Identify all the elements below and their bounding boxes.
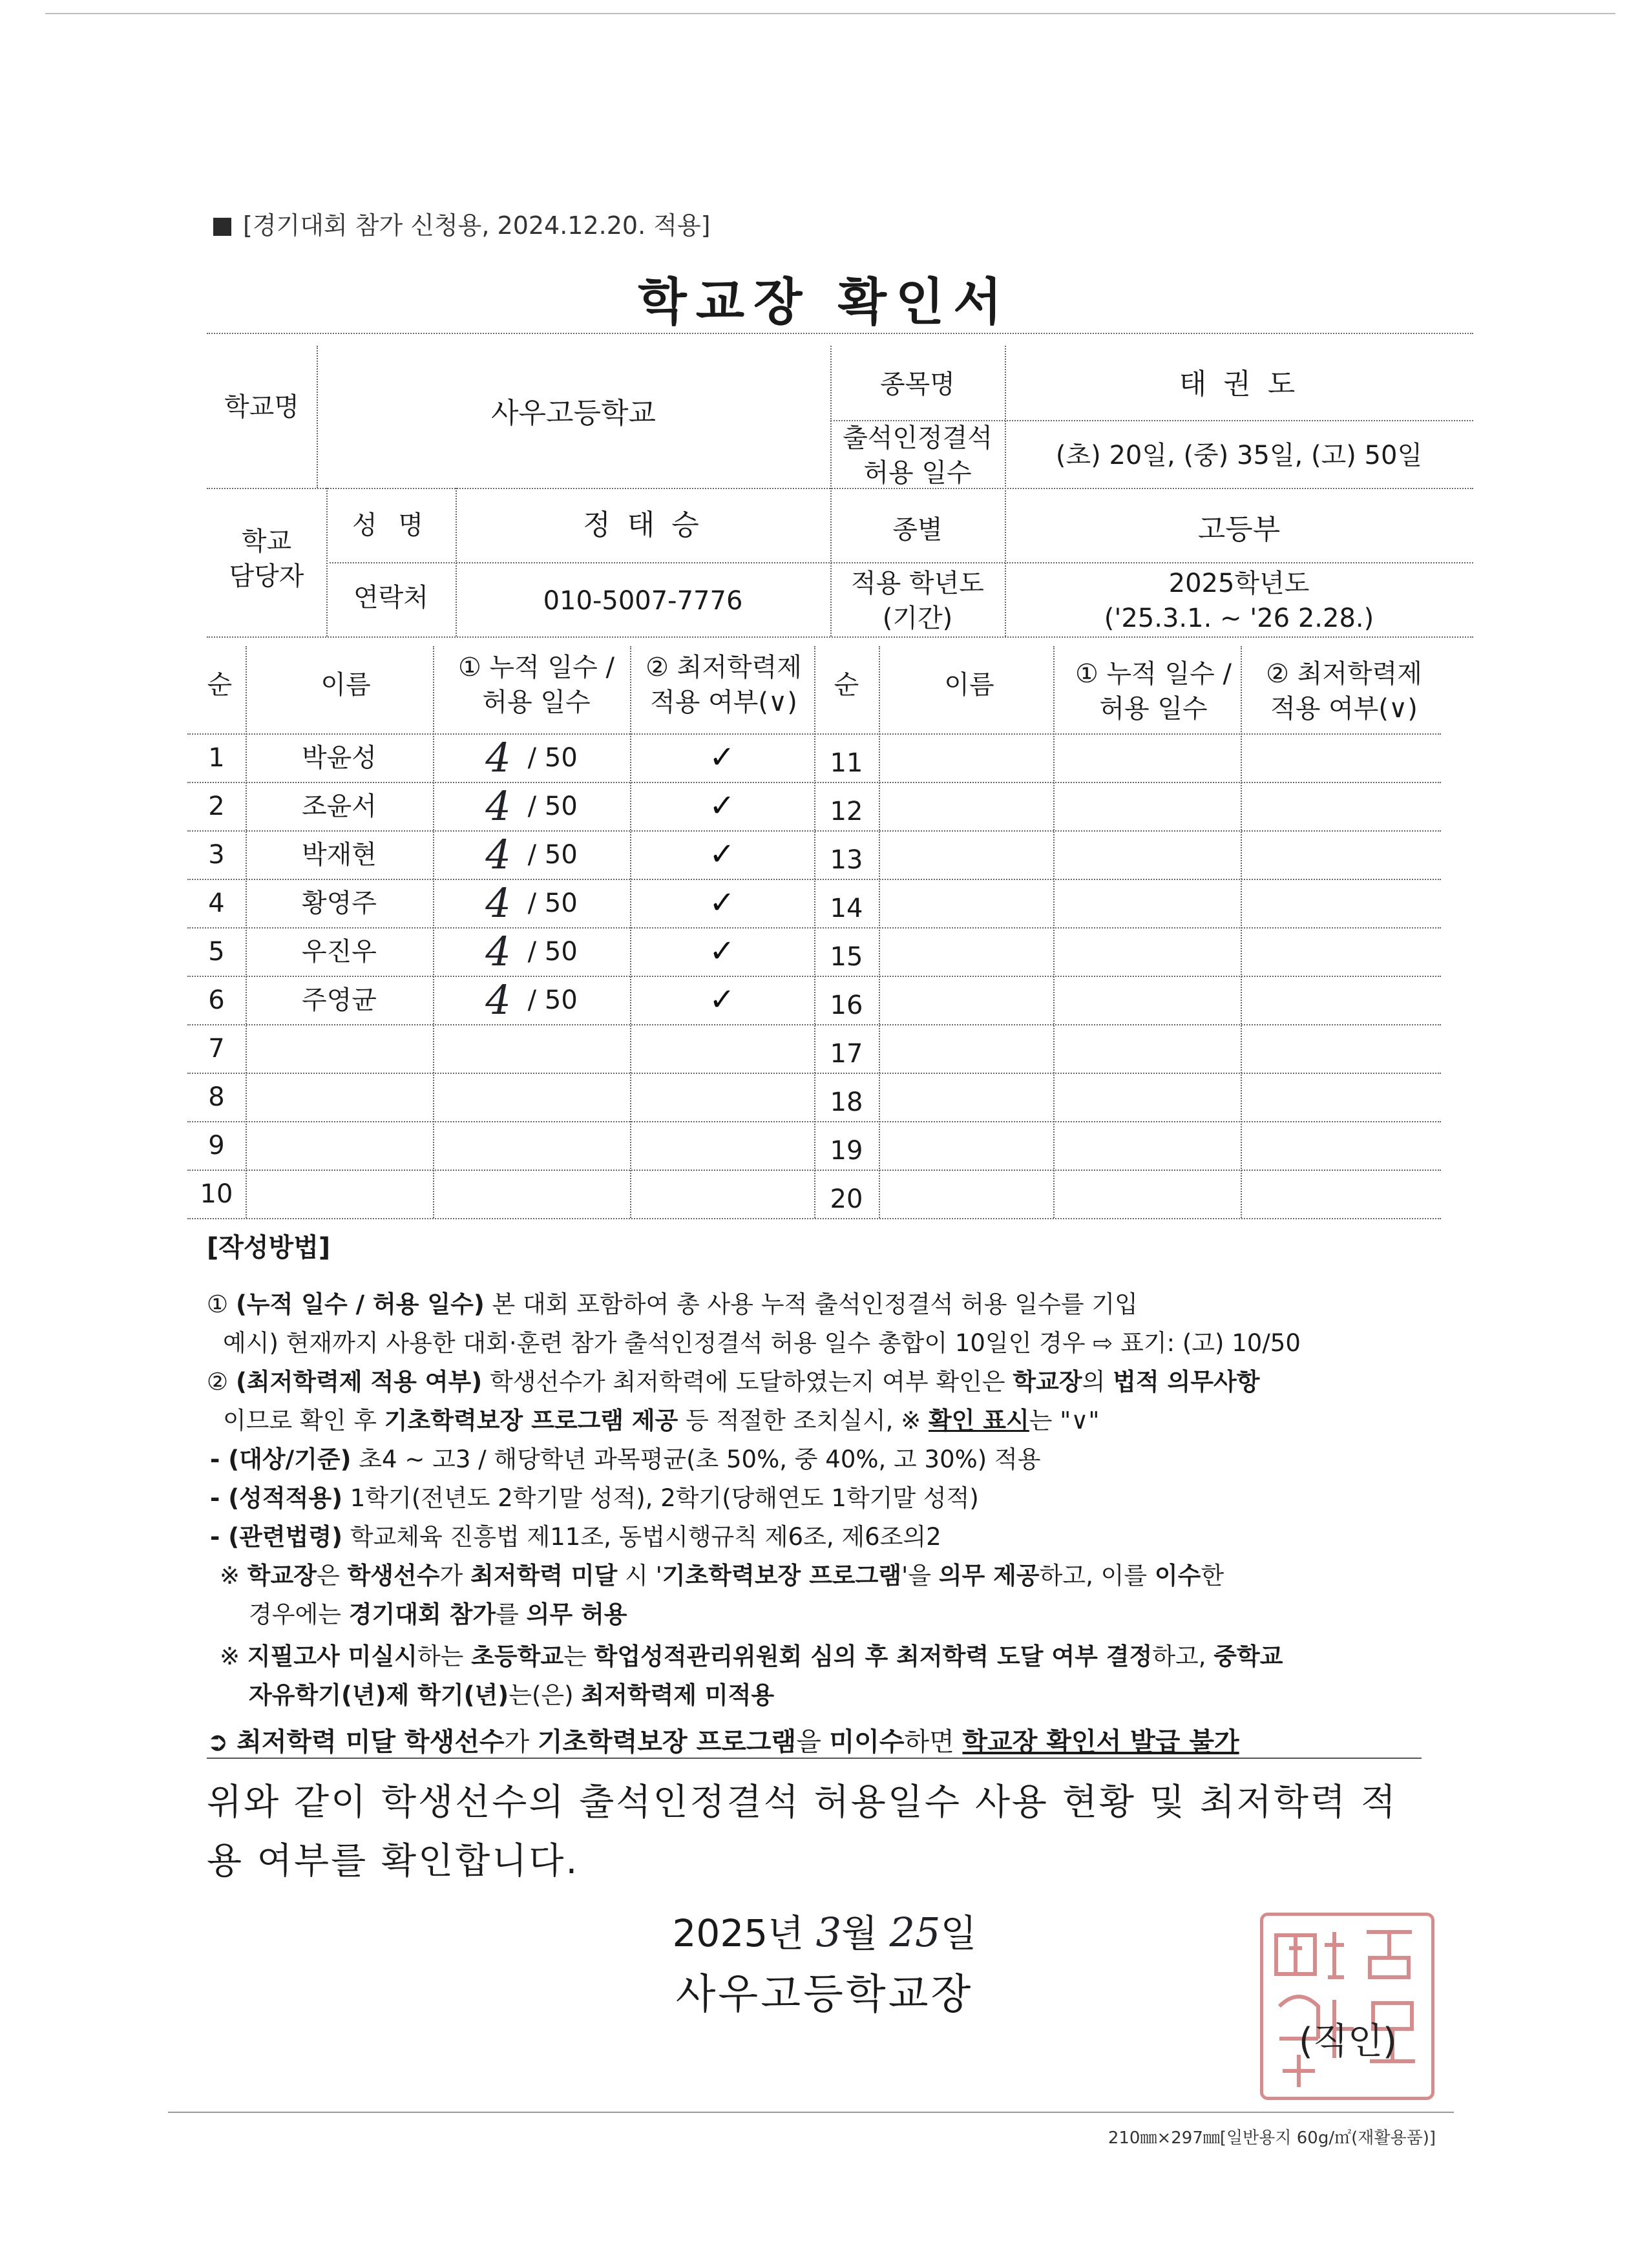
- r2-b3: 학업성적관리위원회 심의 후 최저학력 도달 여부 결정: [594, 1643, 1153, 1670]
- remark-2: [220, 1638, 1283, 1675]
- min-header-line2: 적용 여부(∨): [1270, 694, 1418, 724]
- r2-t1: 하는: [417, 1643, 472, 1670]
- table-header-min: [633, 643, 814, 727]
- detail-target-title: - (대상/기준): [210, 1445, 352, 1473]
- r1-b3: 최저학력 미달: [470, 1562, 618, 1590]
- table-header-name-right: 이름: [944, 670, 994, 700]
- days-header-line2: 허용 일수: [482, 688, 591, 717]
- r2-t2: 는: [563, 1643, 594, 1670]
- used-days: 4: [485, 879, 511, 927]
- student-name: [246, 1121, 433, 1170]
- absence-label-line2: 허용 일수: [863, 458, 972, 488]
- days-cell: [433, 1170, 630, 1218]
- r1-t2: 가: [439, 1562, 471, 1590]
- note-2: [207, 1363, 1259, 1400]
- note-2-line2: [223, 1402, 1099, 1439]
- min-achievement-check: ✓: [709, 933, 735, 970]
- row-number: 2: [208, 791, 225, 821]
- note-2-title: (최저학력제 적용 여부): [235, 1368, 483, 1396]
- note-2-l2-text3: 는 "∨": [1029, 1407, 1100, 1434]
- note-1-example: 예시) 현재까지 사용한 대회·훈련 참가 출석인정결석 허용 일수 총합이 10일인 경우 ⇨ 표기: (고) 10/50: [223, 1329, 1301, 1357]
- used-days: 4: [485, 782, 511, 830]
- allowed-days: / 50: [527, 791, 578, 821]
- detail-target: [210, 1441, 1040, 1478]
- w-t3: 하면: [904, 1727, 963, 1757]
- year-value: [1005, 565, 1473, 636]
- remark-2-mark: ※: [220, 1643, 240, 1670]
- phone-value: 010-5007-7776: [543, 586, 743, 616]
- r2-b1: 지필고사 미실시: [247, 1643, 417, 1670]
- row-number-right: 19: [830, 1135, 863, 1166]
- date-year: 2025년: [672, 1911, 804, 1955]
- r1-b5: 의무 제공: [938, 1562, 1040, 1590]
- student-name: 우진우: [302, 936, 377, 967]
- min-achievement-check: ✓: [709, 885, 735, 921]
- absence-label: [830, 423, 1005, 488]
- school-value: 사우고등학교: [490, 397, 656, 430]
- table-column-line: [1053, 646, 1055, 1218]
- w-t1: 가: [504, 1727, 538, 1757]
- method-heading: [작성방법]: [207, 1233, 331, 1263]
- r1-b1: 학교장: [247, 1562, 317, 1590]
- w-b3: 미이수: [829, 1727, 905, 1757]
- absence-label-line1: 출석인정결석: [843, 423, 993, 453]
- category-label: 종별: [892, 515, 943, 545]
- name-value: 정 태 승: [583, 508, 703, 541]
- r1-t4: '을: [901, 1562, 939, 1590]
- paper-spec: 210㎜×297㎜[일반용지 60g/㎡(재활용품)]: [1108, 2128, 1436, 2148]
- table-header-no: 순: [207, 670, 233, 700]
- note-2-l2-text2: 등 적절한 조치실시, ※: [678, 1407, 929, 1434]
- row-number-right: 15: [830, 941, 863, 972]
- min-achievement-check: ✓: [709, 788, 735, 824]
- w-t2: 을: [796, 1727, 830, 1757]
- row-number-right: 18: [830, 1087, 863, 1117]
- r1-b2: 학생선수: [347, 1562, 440, 1590]
- seal-pattern-icon: [1263, 1916, 1431, 2097]
- row-number: 5: [208, 936, 225, 967]
- info-line: [207, 636, 1473, 638]
- table-header-days-right: [1060, 649, 1247, 733]
- note-1: [207, 1286, 1138, 1323]
- table-column-line: [879, 646, 880, 1218]
- used-days: 4: [485, 976, 511, 1024]
- min-achievement-check: ✓: [709, 836, 735, 873]
- student-name: 박윤성: [302, 742, 377, 773]
- allowed-days: / 50: [527, 742, 578, 773]
- row-number: 1: [208, 742, 225, 773]
- confirmation-line1: 위와 같이 학생선수의 출석인정결석 허용일수 사용 현황 및 최저학력 적: [207, 1781, 1398, 1823]
- r2-l2-b2: 최저학력제 미적용: [581, 1681, 775, 1709]
- document-title: 학교장 확인서: [638, 273, 1011, 331]
- note-1-number: ①: [207, 1290, 229, 1318]
- allowed-days: / 50: [527, 936, 578, 967]
- date-month: 3: [815, 1909, 842, 1956]
- seal-label: (직인): [1299, 2021, 1397, 2063]
- note-2-l2-check-mark: 확인 표시: [928, 1407, 1029, 1434]
- manager-label: [207, 510, 326, 607]
- note-2-l2-text1: 이므로 확인 후: [223, 1407, 384, 1434]
- name-label: 성 명: [352, 510, 430, 540]
- detail-law-title: - (관련법령): [210, 1523, 343, 1551]
- info-top-line: [207, 333, 1473, 334]
- student-name: 조윤서: [302, 791, 377, 821]
- row-number: 8: [208, 1082, 225, 1112]
- phone-label: 연락처: [353, 583, 428, 613]
- footer-line: [168, 2112, 1454, 2113]
- r1-t5: 하고, 이를: [1039, 1562, 1155, 1590]
- row-number: 4: [208, 888, 225, 918]
- days-header-line2: 허용 일수: [1099, 694, 1208, 724]
- warning: [207, 1722, 1239, 1762]
- r2-t3: 하고,: [1152, 1643, 1214, 1670]
- row-number: 6: [208, 985, 225, 1015]
- sport-label: 종목명: [880, 370, 955, 399]
- year-value-line1: 2025학년도: [1168, 569, 1310, 598]
- row-number-right: 20: [830, 1184, 863, 1214]
- note-2-text2: 의: [1082, 1368, 1113, 1396]
- principal-name: 사우고등학교장: [675, 1971, 974, 2019]
- days-cell: [433, 1024, 630, 1073]
- w-b2: 기초학력보장 프로그램: [537, 1727, 797, 1757]
- row-number-right: 16: [830, 990, 863, 1020]
- table-header-days: [439, 643, 633, 727]
- row-number-right: 14: [830, 893, 863, 923]
- days-cell: [433, 1073, 630, 1121]
- used-days: 4: [485, 927, 511, 975]
- table-header-no-right: 순: [834, 670, 859, 700]
- used-days: 4: [485, 830, 511, 878]
- row-number: 7: [208, 1033, 225, 1064]
- min-header-line1: ② 최저학력제: [1266, 659, 1422, 689]
- r1-l2-t1: 경우에는: [249, 1601, 349, 1628]
- days-cell: [433, 733, 630, 782]
- form-usage-label: [213, 205, 711, 241]
- note-1-title: (누적 일수 / 허용 일수): [235, 1290, 485, 1318]
- detail-grades: [210, 1480, 979, 1517]
- student-name: 박재현: [302, 839, 377, 870]
- days-header-line1: ① 누적 일수 /: [1075, 659, 1232, 689]
- detail-target-text: 초4 ~ 고3 / 해당학년 과목평균(초 50%, 중 40%, 고 30%) 적용: [351, 1445, 1041, 1473]
- student-name: [246, 1073, 433, 1121]
- student-name: [246, 1024, 433, 1073]
- detail-law-text: 학교체육 진흥법 제11조, 동법시행규칙 제6조, 제6조의2: [342, 1523, 941, 1551]
- row-number-right: 17: [830, 1038, 863, 1069]
- student-name: [246, 1170, 433, 1218]
- table-column-line: [1241, 646, 1242, 1218]
- arrow-box-icon: ➲: [207, 1727, 229, 1757]
- r1-l2-b2: 의무 허용: [526, 1601, 627, 1628]
- date-day-unit: 일: [940, 1911, 977, 1955]
- remark-1-line2: [249, 1596, 627, 1633]
- form-usage-text: [경기대회 참가 신청용, 2024.12.20. 적용]: [243, 211, 711, 240]
- category-value: 고등부: [1197, 513, 1281, 547]
- row-number: 10: [200, 1179, 233, 1209]
- days-cell: [433, 927, 630, 976]
- min-header-line1: ② 최저학력제: [646, 653, 802, 682]
- r2-b4: 중학교: [1213, 1643, 1283, 1670]
- note-2-duty: 법적 의무사항: [1113, 1368, 1260, 1396]
- row-number-right: 13: [830, 845, 863, 875]
- student-name: 주영균: [302, 985, 377, 1015]
- min-header-line2: 적용 여부(∨): [650, 688, 797, 717]
- confirmation-divider: [207, 1758, 1422, 1759]
- date-month-unit: 월: [841, 1911, 878, 1955]
- school-label: 학교명: [224, 392, 299, 422]
- days-cell: [433, 782, 630, 830]
- date-day: 25: [889, 1909, 941, 1956]
- r2-l2-b1: 자유학기(년)제 학기(년): [249, 1681, 509, 1709]
- remark-1-mark: ※: [220, 1562, 240, 1590]
- min-achievement-check: [630, 1073, 814, 1121]
- table-header-name: 이름: [320, 670, 371, 700]
- note-2-l2-program: 기초학력보장 프로그램 제공: [384, 1407, 678, 1434]
- min-achievement-check: [630, 1121, 814, 1170]
- min-achievement-check: [630, 1024, 814, 1073]
- r1-t3: 시 ': [617, 1562, 662, 1590]
- r1-t1: 은: [317, 1562, 348, 1590]
- min-achievement-check: ✓: [709, 982, 735, 1018]
- year-value-line2: ('25.3.1. ~ '26 2.28.): [1104, 604, 1374, 633]
- info-line: [207, 488, 1473, 489]
- r1-b6: 이수: [1154, 1562, 1201, 1590]
- r2-b2: 초등학교: [471, 1643, 564, 1670]
- row-number: 9: [208, 1130, 225, 1160]
- w-underlined: 학교장 확인서 발급 불가: [962, 1727, 1239, 1757]
- student-name: 황영주: [302, 888, 377, 918]
- note-2-number: ②: [207, 1368, 229, 1396]
- sport-value: 태 권 도: [1179, 368, 1299, 401]
- days-header-line1: ① 누적 일수 /: [457, 653, 615, 682]
- remark-1: [220, 1557, 1224, 1594]
- r1-l2-t2: 를: [496, 1601, 527, 1628]
- absence-value: (초) 20일, (중) 35일, (고) 50일: [1055, 441, 1423, 470]
- remark-2-line2: [249, 1677, 774, 1714]
- r1-b4: 기초학력보장 프로그램: [662, 1562, 902, 1590]
- note-1-text: 본 대회 포함하여 총 사용 누적 출석인정결석 허용 일수를 기입: [484, 1290, 1138, 1318]
- days-cell: [433, 976, 630, 1024]
- r2-l2-t1: 는(은): [509, 1681, 582, 1709]
- confirmation-text: [207, 1774, 1398, 1891]
- row-number: 3: [208, 839, 225, 870]
- square-bullet-icon: [213, 218, 231, 236]
- allowed-days: / 50: [527, 839, 578, 870]
- min-achievement-check: [630, 1170, 814, 1218]
- r1-t6: 한: [1201, 1562, 1224, 1590]
- note-2-principal: 학교장: [1013, 1368, 1082, 1396]
- confirmation-line2: 용 여부를 확인합니다.: [207, 1840, 580, 1882]
- used-days: 4: [485, 733, 511, 781]
- year-label: [830, 565, 1005, 636]
- r1-l2-b1: 경기대회 참가: [348, 1601, 496, 1628]
- year-label-line1: 적용 학년도: [851, 569, 984, 598]
- min-achievement-check: ✓: [709, 739, 735, 776]
- detail-grades-text: 1학기(전년도 2학기말 성적), 2학기(당해연도 1학기말 성적): [342, 1484, 979, 1512]
- days-cell: [433, 830, 630, 879]
- days-cell: [433, 879, 630, 927]
- allowed-days: / 50: [527, 985, 578, 1015]
- manager-label-line2: 담당자: [229, 562, 304, 591]
- note-2-text: 학생선수가 최저학력에 도달하였는지 여부 확인은: [482, 1368, 1013, 1396]
- year-label-line2: (기간): [882, 604, 953, 633]
- detail-grades-title: - (성적적용): [210, 1484, 343, 1512]
- detail-law: [210, 1518, 941, 1555]
- days-cell: [433, 1121, 630, 1170]
- allowed-days: / 50: [527, 888, 578, 918]
- row-number-right: 11: [830, 748, 863, 778]
- table-header-min-right: [1247, 649, 1441, 733]
- row-number-right: 12: [830, 796, 863, 826]
- info-line: [330, 562, 1473, 563]
- w-b1: 최저학력 미달 학생선수: [236, 1727, 505, 1757]
- top-border-line: [45, 13, 1615, 14]
- official-seal-stamp: [1260, 1913, 1434, 2100]
- manager-label-line1: 학교: [241, 527, 292, 556]
